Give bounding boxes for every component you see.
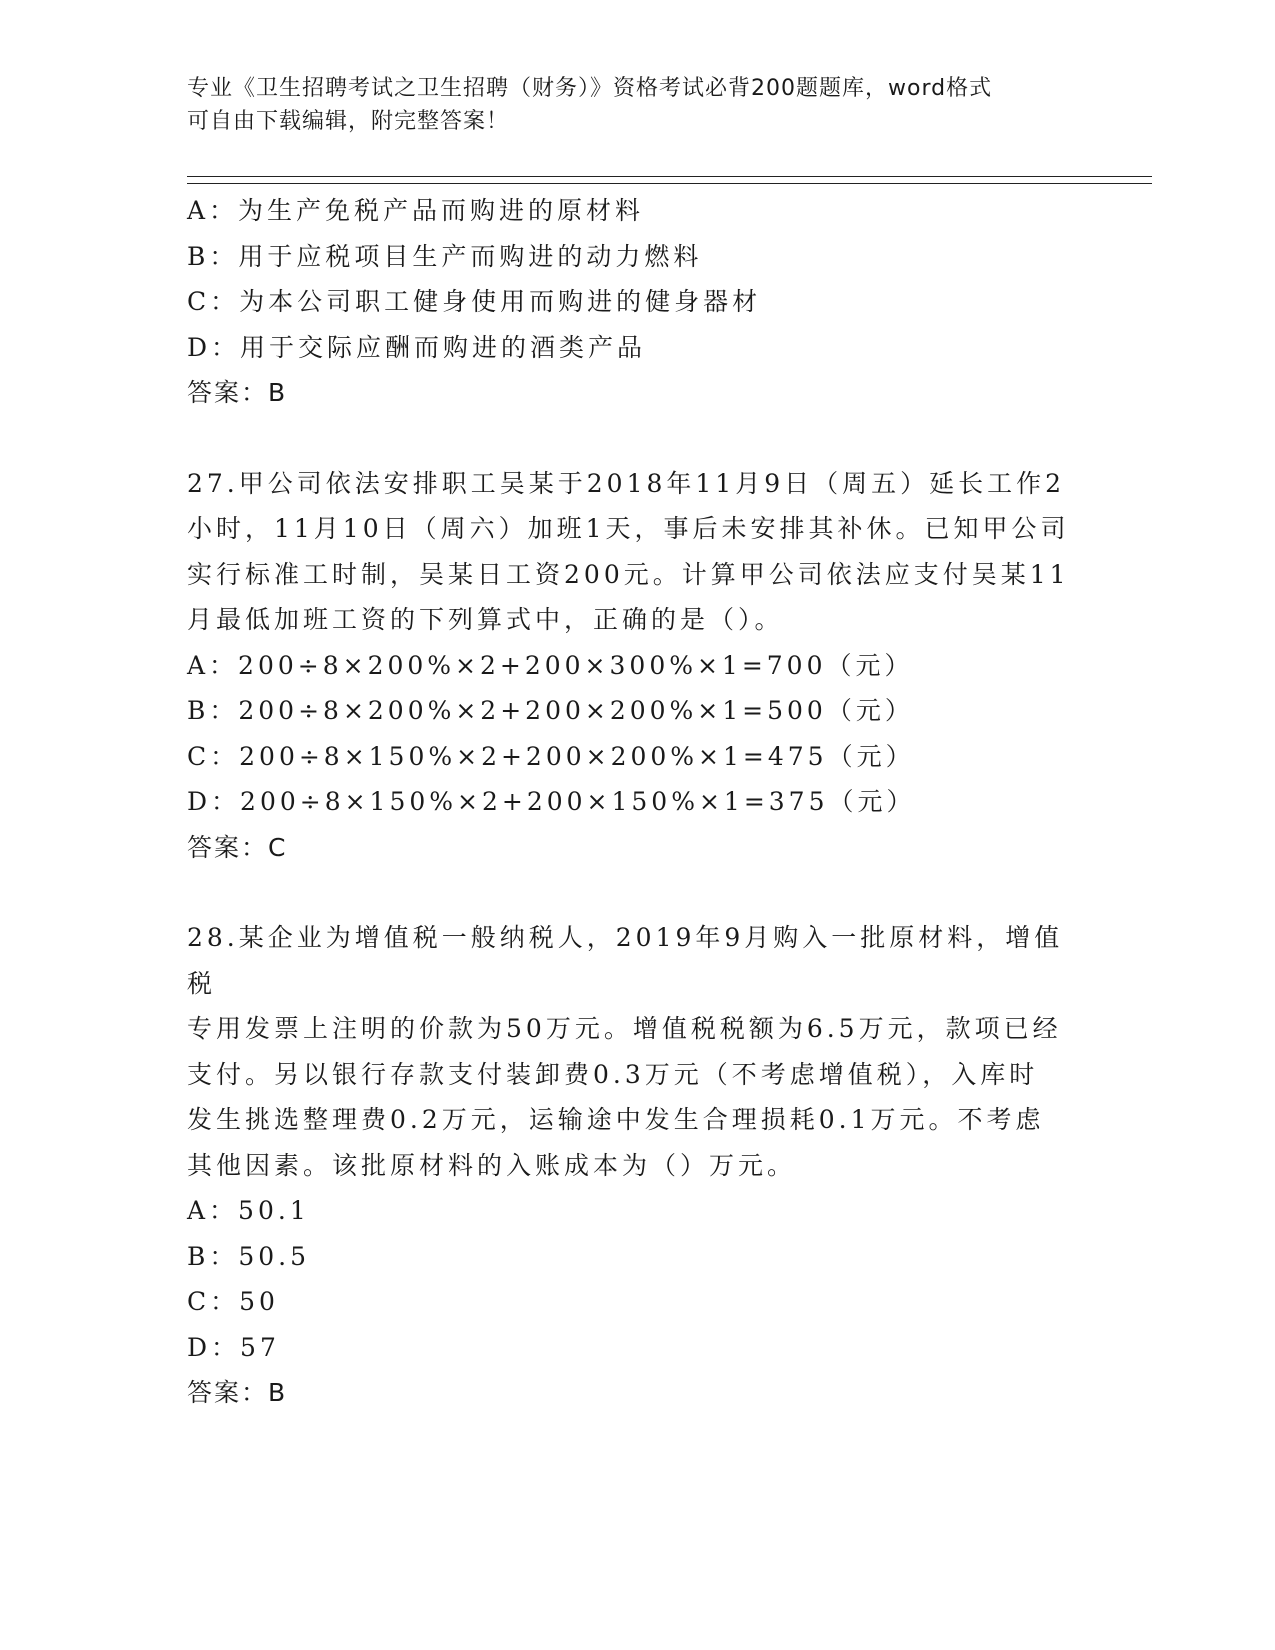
- question-content: [187, 188, 1087, 1416]
- question-stem-line: 27.甲公司依法安排职工吴某于2018年11月9日（周五）延长工作2: [187, 468, 1066, 498]
- option-b: B：200÷8×200%×2+200×200%×1=500（元）: [187, 696, 914, 725]
- header-divider-bottom: [187, 183, 1152, 184]
- option-d: D：200÷8×150%×2+200×150%×1=375（元）: [187, 787, 916, 816]
- option-b: B：用于应税项目生产而购进的动力燃料: [187, 241, 703, 271]
- answer: 答案：C: [187, 832, 288, 862]
- option-c: C：50: [187, 1287, 279, 1316]
- question-28: [187, 915, 1087, 1416]
- question-stem-line: 支付。另以银行存款支付装卸费0.3万元（不考虑增值税），入库时: [187, 1059, 1039, 1089]
- question-27: [187, 461, 1087, 871]
- header-divider-top: [187, 176, 1152, 177]
- question-stem-line: 发生挑选整理费0.2万元，运输途中发生合理损耗0.1万元。不考虑: [187, 1105, 1045, 1134]
- header-line-1: 专业《卫生招聘考试之卫生招聘（财务）》资格考试必背200题题库，word格式: [187, 76, 993, 101]
- question-stem-line: 实行标准工时制，吴某日工资200元。计算甲公司依法应支付吴某11: [187, 559, 1070, 589]
- question-stem-line: 其他因素。该批原材料的入账成本为（）万元。: [187, 1150, 797, 1180]
- option-c: C：为本公司职工健身使用而购进的健身器材: [187, 287, 762, 316]
- question-spacer: [187, 870, 1087, 915]
- option-d: D：用于交际应酬而购进的酒类产品: [187, 332, 647, 362]
- question-spacer: [187, 416, 1087, 461]
- answer: 答案：B: [187, 378, 288, 407]
- option-a: A：50.1: [187, 1196, 310, 1225]
- question-26: [187, 188, 1087, 416]
- question-stem-line: 28.某企业为增值税一般纳税人，2019年9月购入一批原材料，增值税: [187, 923, 1064, 998]
- document-header: [187, 72, 1067, 138]
- option-a: A：200÷8×200%×2+200×300%×1=700（元）: [187, 650, 914, 680]
- option-b: B：50.5: [187, 1241, 311, 1271]
- question-stem-line: 专用发票上注明的价款为50万元。增值税税额为6.5万元，款项已经: [187, 1014, 1062, 1043]
- question-stem-line: 小时，11月10日（周六）加班1天，事后未安排其补休。已知甲公司: [187, 514, 1070, 543]
- answer: 答案：B: [187, 1378, 288, 1407]
- option-d: D：57: [187, 1332, 280, 1362]
- header-line-2: 可自由下载编辑，附完整答案！: [187, 109, 510, 134]
- option-c: C：200÷8×150%×2+200×200%×1=475（元）: [187, 741, 915, 771]
- option-a: A：为生产免税产品而购进的原材料: [187, 196, 645, 225]
- question-stem-line: 月最低加班工资的下列算式中，正确的是（）。: [187, 605, 784, 634]
